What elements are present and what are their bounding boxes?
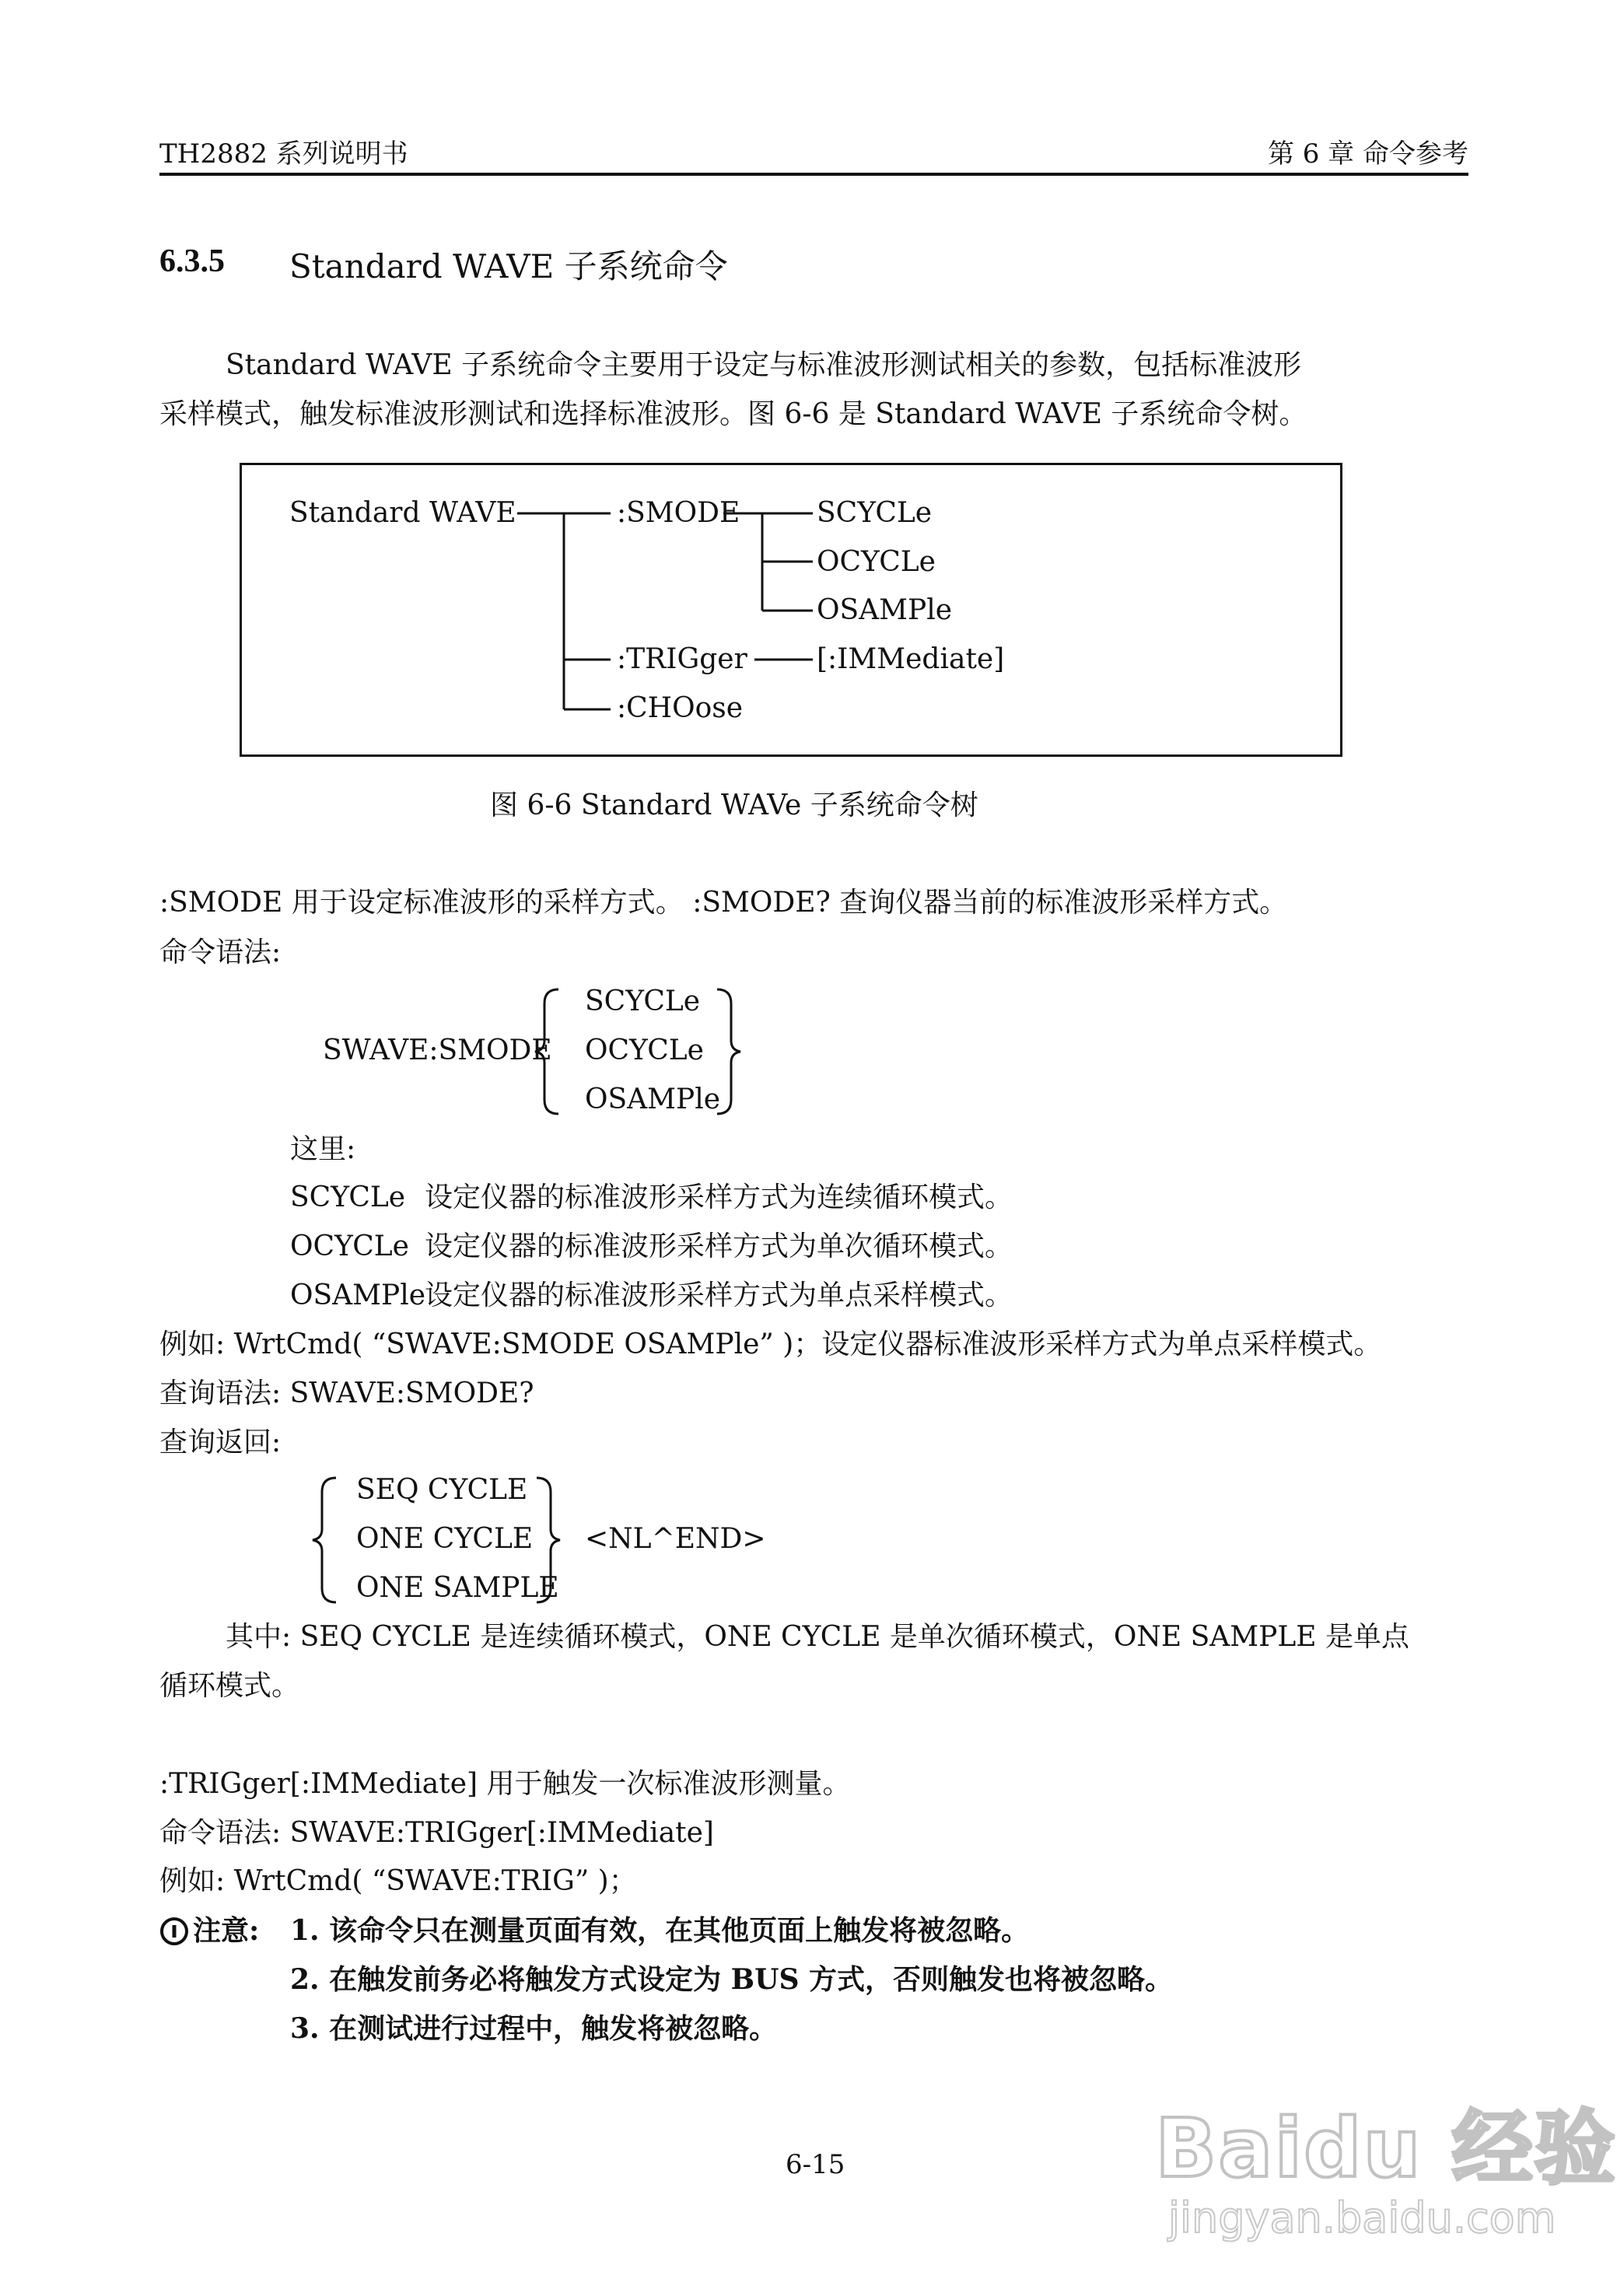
explain-text-2: 设定仪器的标准波形采样方式为单次循环模式。	[425, 1231, 1013, 1262]
smode-desc: :SMODE 用于设定标准波形的采样方式。 :SMODE? 查询仪器当前的标准波形采样方式。	[159, 887, 1288, 919]
header-right: 第 6 章 命令参考	[1267, 138, 1468, 170]
notice-icon	[159, 1917, 191, 1948]
explain-key-2: OCYCLe	[290, 1231, 409, 1262]
notice-label: 注意:	[193, 1914, 260, 1947]
figure-caption: 图 6-6 Standard WAVe 子系统命令树	[490, 789, 978, 821]
trigger-syntax: 命令语法: SWAVE:TRIGger[:IMMediate]	[159, 1817, 714, 1849]
header-left: TH2882 系列说明书	[159, 138, 408, 170]
trigger-desc: :TRIGger[:IMMediate] 用于触发一次标准波形测量。	[159, 1768, 851, 1800]
return-terminator: <NL^END>	[585, 1523, 766, 1555]
return-option-1: SEQ CYCLE	[356, 1474, 528, 1506]
explain-text-3: 设定仪器的标准波形采样方式为单点采样模式。	[425, 1280, 1013, 1311]
section-title: Standard WAVE 子系统命令	[289, 247, 728, 285]
trigger-example: 例如: WrtCmd( “SWAVE:TRIG” )；	[159, 1865, 637, 1897]
explain-key-1: SCYCLe	[290, 1182, 406, 1213]
notice-item-3: 3. 在测试进行过程中，触发将被忽略。	[290, 2012, 778, 2045]
smode-example: 例如: WrtCmd( “SWAVE:SMODE OSAMPle” )；设定仪器标准波形采样方式为单点采样模式。	[159, 1329, 1382, 1360]
tree-root: Standard WAVE	[289, 497, 516, 529]
watermark-url: jingyan.baidu.com	[1168, 2193, 1556, 2242]
query-syntax: 查询语法: SWAVE:SMODE?	[159, 1378, 534, 1409]
page-number: 6-15	[786, 2149, 845, 2180]
tree-immediate: [:IMMediate]	[817, 643, 1005, 675]
intro-line-2: 采样模式，触发标准波形测试和选择标准波形。图 6-6 是 Standard WAVE 子系统命令树。	[159, 398, 1307, 430]
notice-item-1: 1. 该命令只在测量页面有效，在其他页面上触发将被忽略。	[290, 1914, 1030, 1947]
tree-scycle: SCYCLe	[817, 497, 933, 529]
intro-line-1: Standard WAVE 子系统命令主要用于设定与标准波形测试相关的参数，包括标准波形	[226, 349, 1302, 381]
notice-item-2: 2. 在触发前务必将触发方式设定为 BUS 方式，否则触发也将被忽略。	[290, 1963, 1174, 1996]
smode-option-3: OSAMPle	[585, 1083, 721, 1115]
smode-syntax-label: 命令语法:	[159, 936, 282, 968]
tree-ocycle: OCYCLe	[817, 546, 936, 578]
tree-trigger: :TRIGger	[617, 643, 747, 675]
explain-key-3: OSAMPle	[290, 1280, 426, 1311]
watermark-brand: Baidu 经验	[1155, 2101, 1617, 2196]
section-number: 6.3.5	[159, 243, 225, 279]
smode-option-2: OCYCLe	[585, 1034, 704, 1066]
return-option-2: ONE CYCLE	[356, 1523, 534, 1555]
return-note-line-1: 其中: SEQ CYCLE 是连续循环模式，ONE CYCLE 是单次循环模式，ONE SAMPLE 是单点	[226, 1621, 1410, 1653]
return-option-3: ONE SAMPLE	[356, 1572, 559, 1604]
tree-osample: OSAMPle	[817, 594, 953, 626]
smode-syntax-cmd: SWAVE:SMODE	[323, 1034, 552, 1066]
tree-smode: :SMODE	[617, 497, 740, 529]
explain-text-1: 设定仪器的标准波形采样方式为连续循环模式。	[425, 1182, 1013, 1213]
query-return-label: 查询返回:	[159, 1427, 282, 1458]
where-label: 这里:	[290, 1133, 356, 1165]
smode-option-1: SCYCLe	[585, 985, 701, 1017]
return-note-line-2: 循环模式。	[159, 1670, 300, 1702]
tree-choose: :CHOose	[617, 692, 744, 724]
